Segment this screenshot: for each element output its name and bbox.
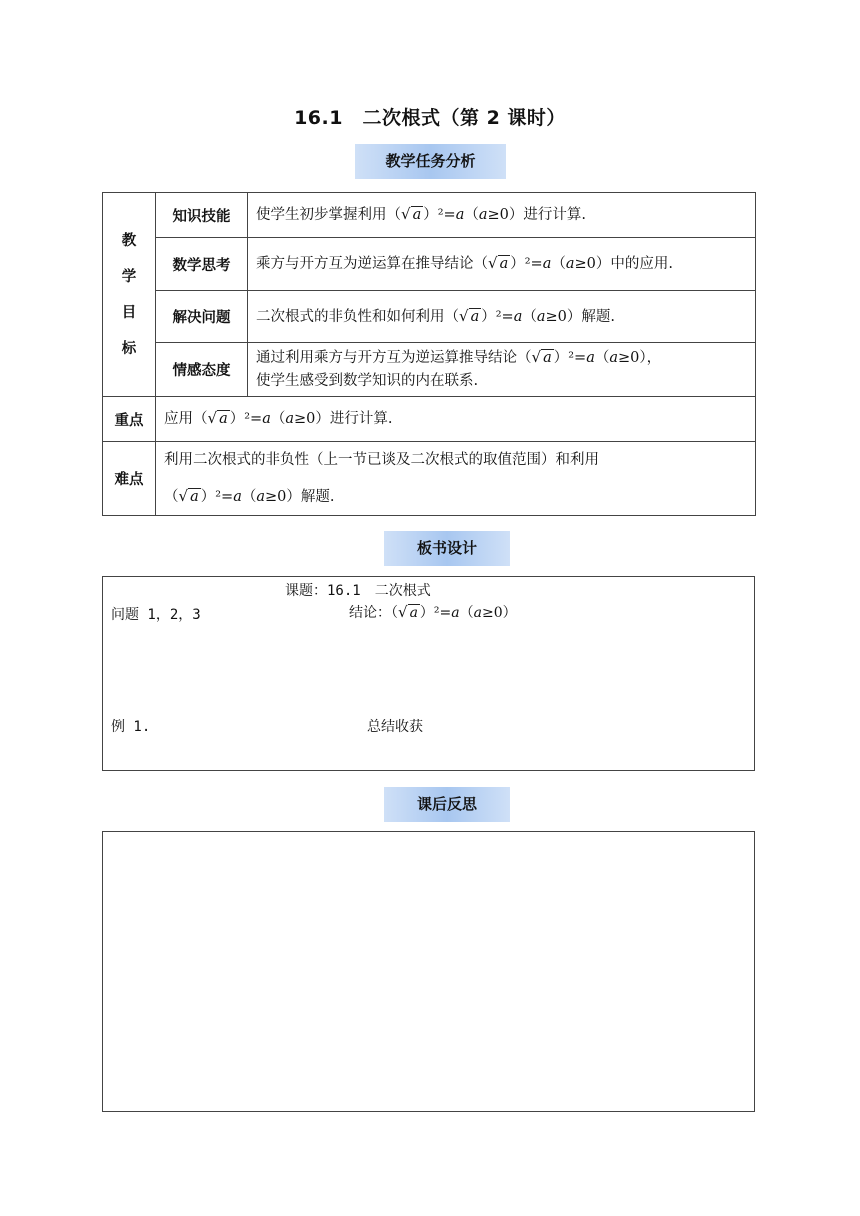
text-segment: ）²= xyxy=(423,207,456,223)
var-a: a xyxy=(542,256,552,272)
board-conclusion xyxy=(349,602,517,622)
var-a: a xyxy=(478,207,488,223)
var-a: a xyxy=(536,308,546,325)
goal-label: 情感态度 xyxy=(156,343,248,397)
sqrt-radicand: a xyxy=(470,308,480,325)
goal-content xyxy=(248,343,756,397)
goals-header-char: 学 xyxy=(121,268,137,285)
var-a: a xyxy=(262,411,271,427)
text-segment: 二次根式的非负性和如何利用（ xyxy=(256,308,459,325)
text-segment: 利用二次根式的非负性（上一节已谈及二次根式的取值范围）和利用 xyxy=(164,452,599,468)
text-segment: 使学生感受到数学知识的内在联系. xyxy=(256,373,479,389)
goal-label: 知识技能 xyxy=(156,193,248,238)
text-segment: ）²= xyxy=(481,308,514,325)
text-segment: 乘方与开方互为逆运算在推导结论（ xyxy=(256,256,488,272)
sqrt-radicand: a xyxy=(499,256,509,272)
board-topic: 课题：16.1 二次根式 xyxy=(285,583,431,599)
text-segment: （ xyxy=(594,350,610,366)
goals-header xyxy=(103,193,156,397)
sqrt-radicand: a xyxy=(190,489,199,505)
var-a: a xyxy=(233,489,242,505)
var-a: a xyxy=(256,489,265,505)
sqrt-symbol: √ a xyxy=(459,306,480,325)
var-a: a xyxy=(565,256,575,272)
var-a: a xyxy=(609,350,618,366)
difficult-point-row xyxy=(103,442,756,516)
var-a: a xyxy=(451,605,460,621)
goal-content xyxy=(248,193,756,238)
sqrt-symbol: √ a xyxy=(207,409,228,427)
difficult-point-content xyxy=(156,442,756,516)
goal-row-knowledge xyxy=(103,193,756,238)
sqrt-radicand: a xyxy=(412,207,422,223)
var-a: a xyxy=(513,308,523,325)
text-segment: ≥0）解题. xyxy=(545,308,615,325)
board-problems: 问题 1，2，3 xyxy=(111,607,201,623)
text-segment: （ xyxy=(522,308,537,325)
text-segment: ）²= xyxy=(553,350,587,366)
reflection-box xyxy=(102,831,755,1112)
var-a: a xyxy=(586,350,595,366)
text-segment: 通过利用乘方与开方互为逆运算推导结论（ xyxy=(256,350,532,366)
var-a: a xyxy=(285,411,294,427)
section-badge-reflection: 课后反思 xyxy=(384,787,510,822)
key-point-content xyxy=(156,397,756,442)
goals-header-char: 目 xyxy=(121,304,137,321)
text-segment: ≥0）中的应用. xyxy=(574,256,673,272)
goal-row-solving xyxy=(103,291,756,343)
sqrt-symbol: √ a xyxy=(531,348,552,366)
goal-row-attitude xyxy=(103,343,756,397)
text-segment: （ xyxy=(459,605,474,621)
text-segment: 应用（ xyxy=(164,411,208,427)
var-a: a xyxy=(473,605,482,621)
sqrt-symbol: √ a xyxy=(398,603,418,621)
board-example: 例 1. xyxy=(111,719,151,735)
sqrt-symbol: √ a xyxy=(178,487,199,505)
text-segment: ≥0）进行计算. xyxy=(487,207,586,223)
sqrt-radicand: a xyxy=(219,411,228,427)
board-design-box xyxy=(102,576,755,771)
sqrt-symbol: √ a xyxy=(401,205,422,223)
section-badge-board: 板书设计 xyxy=(384,531,510,566)
key-point-row xyxy=(103,397,756,442)
text-segment: （ xyxy=(270,411,286,427)
sqrt-symbol: √ a xyxy=(488,254,509,272)
board-summary: 总结收获 xyxy=(367,719,423,735)
text-segment: ）²= xyxy=(419,605,452,621)
text-segment: 结论：（ xyxy=(349,605,398,621)
goal-row-thinking xyxy=(103,238,756,291)
var-a: a xyxy=(455,207,465,223)
difficult-point-label: 难点 xyxy=(103,442,156,516)
goal-label: 数学思考 xyxy=(156,238,248,291)
text-segment: （ xyxy=(241,489,257,505)
text-segment: ≥0）， xyxy=(618,350,662,366)
text-segment: （ xyxy=(164,489,179,505)
text-segment: （ xyxy=(464,207,479,223)
goal-label: 解决问题 xyxy=(156,291,248,343)
text-segment: ）²= xyxy=(510,256,543,272)
goals-header-char: 教 xyxy=(121,232,137,249)
text-segment: ≥0） xyxy=(481,605,517,621)
key-point-label: 重点 xyxy=(103,397,156,442)
text-segment: ≥0）进行计算. xyxy=(294,411,393,427)
text-segment: ≥0）解题. xyxy=(265,489,335,505)
teaching-task-table xyxy=(102,192,756,516)
goal-content xyxy=(248,238,756,291)
text-segment: （ xyxy=(551,256,566,272)
text-segment: 使学生初步掌握利用（ xyxy=(256,207,401,223)
goals-header-char: 标 xyxy=(121,340,137,357)
section-badge-analysis: 教学任务分析 xyxy=(355,144,506,179)
text-segment: ）²= xyxy=(200,489,234,505)
sqrt-radicand: a xyxy=(409,605,418,621)
page-title: 16.1 二次根式（第 2 课时） xyxy=(294,107,566,129)
sqrt-radicand: a xyxy=(543,350,552,366)
text-segment: ）²= xyxy=(229,411,263,427)
goal-content xyxy=(248,291,756,343)
